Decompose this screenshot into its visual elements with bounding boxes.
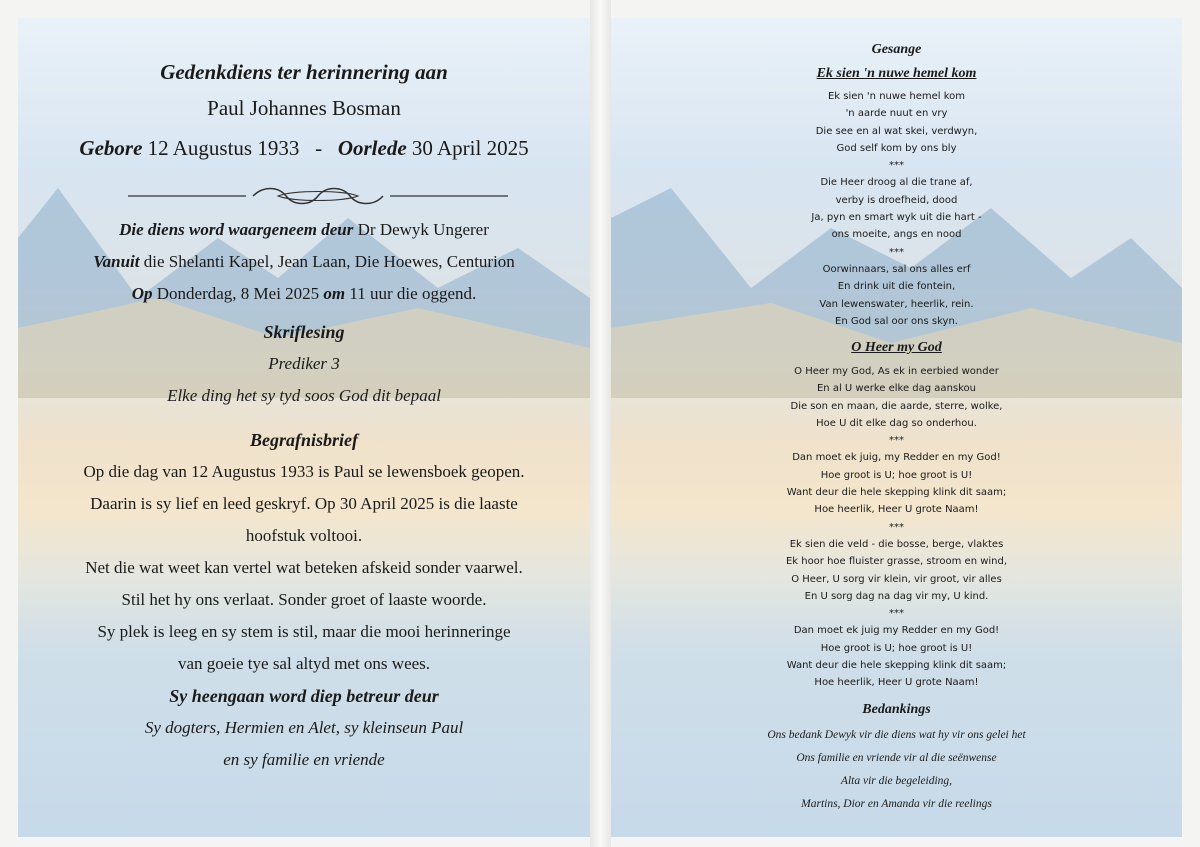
date-label: Op bbox=[131, 284, 153, 303]
lyric-line: Hoe heerlik, Heer U grote Naam! bbox=[814, 504, 979, 516]
lyric-line: Hoe groot is U; hoe groot is U! bbox=[820, 469, 973, 481]
officiant-value: Dr Dewyk Ungerer bbox=[357, 220, 489, 239]
lyric-line: verby is droefheid, dood bbox=[835, 194, 958, 206]
left-page bbox=[18, 18, 590, 837]
letter-body bbox=[18, 456, 590, 680]
letter-line: Stil het hy ons verlaat. Sonder groet of laaste woorde. bbox=[121, 590, 487, 609]
letter-line: Op die dag van 12 Augustus 1933 is Paul se lewensboek geopen. bbox=[83, 462, 525, 481]
lyric-line: Oorwinnaars, sal ons alles erf bbox=[822, 263, 971, 275]
lyric-line: Van lewenswater, heerlik, rein. bbox=[819, 298, 974, 310]
lyric-line: 'n aarde nuut en vry bbox=[845, 108, 948, 120]
service-details bbox=[18, 214, 590, 310]
lyric-line: En God sal oor ons skyn. bbox=[835, 315, 958, 327]
lyric-line: God self kom by ons bly bbox=[836, 142, 957, 154]
lyric-line: Ek sien die veld - die bosse, berge, vlaktes bbox=[789, 538, 1004, 550]
mourned-heading: Sy heengaan word diep betreur deur bbox=[169, 686, 439, 706]
service-officiant bbox=[18, 214, 590, 246]
lyric-line: O Heer, U sorg vir klein, vir groot, vir alles bbox=[791, 573, 1002, 585]
lyric-line: Die son en maan, die aarde, sterre, wolke, bbox=[790, 400, 1003, 412]
letter-line: Sy plek is leeg en sy stem is stil, maar die mooi herinneringe bbox=[97, 622, 511, 641]
letter-line: Daarin is sy lief en leed geskryf. Op 30 April 2025 is die laaste bbox=[90, 494, 518, 513]
lyric-line: Hoe heerlik, Heer U grote Naam! bbox=[814, 677, 979, 689]
lyric-line: Want deur die hele skepping klink dit saam; bbox=[786, 660, 1007, 672]
lyric-line: Ek hoor hoe fluister grasse, stroom en wind, bbox=[785, 556, 1008, 568]
date-value: Donderdag, 8 Mei 2025 bbox=[156, 284, 320, 303]
thanks-line: Ons familie en vriende vir al die seënwense bbox=[796, 752, 997, 764]
divider-ornament bbox=[128, 186, 508, 206]
venue-label: Vanuit bbox=[93, 252, 140, 271]
thanks-line: Martins, Dior en Amanda vir die reelings bbox=[801, 798, 992, 810]
song1-lyrics bbox=[611, 88, 1182, 330]
lyric-line: Dan moet ek juig, my Redder en my God! bbox=[792, 452, 1001, 464]
lyric-line: O Heer my God, As ek in eerbied wonder bbox=[794, 366, 999, 377]
born-date: 12 Augustus 1933 bbox=[147, 136, 300, 160]
mourned-line: en sy familie en vriende bbox=[223, 750, 385, 769]
service-time bbox=[18, 278, 590, 310]
born-label: Gebore bbox=[79, 136, 143, 160]
lyric-line: En al U werke elke dag aanskou bbox=[816, 383, 977, 395]
time-value: 11 uur die oggend. bbox=[349, 284, 477, 303]
died-date: 30 April 2025 bbox=[411, 136, 529, 160]
date-dash: - bbox=[315, 136, 323, 160]
lyric-line: Die see en al wat skei, verdwyn, bbox=[815, 125, 978, 137]
lyric-line: Dan moet ek juig my Redder en my God! bbox=[793, 625, 1000, 637]
deceased-name: Paul Johannes Bosman bbox=[207, 96, 401, 120]
mourned-line: Sy dogters, Hermien en Alet, sy kleinseun Paul bbox=[144, 718, 464, 737]
life-dates bbox=[18, 136, 590, 161]
letter-line: hoofstuk voltooi. bbox=[245, 526, 363, 545]
verse-separator: *** bbox=[889, 246, 904, 258]
reading-reference: Prediker 3 bbox=[268, 354, 340, 373]
lyric-line: Want deur die hele skepping klink dit saam; bbox=[786, 487, 1007, 499]
mourned-body bbox=[18, 712, 590, 776]
letter-line: Net die wat weet kan vertel wat beteken afskeid sonder vaarwel. bbox=[85, 558, 523, 577]
verse-separator: *** bbox=[889, 608, 904, 620]
reading-text: Elke ding het sy tyd soos God dit bepaal bbox=[167, 386, 441, 405]
lyric-line: ons moeite, angs en nood bbox=[831, 229, 962, 241]
thanks-heading: Bedankings bbox=[862, 702, 931, 717]
reading-heading: Skriflesing bbox=[263, 322, 345, 342]
verse-separator: *** bbox=[889, 435, 904, 447]
hymns-heading: Gesange bbox=[871, 42, 922, 57]
service-venue bbox=[18, 246, 590, 278]
officiant-label: Die diens word waargeneem deur bbox=[119, 220, 354, 239]
lyric-line: Ja, pyn en smart wyk uit die hart - bbox=[811, 212, 982, 224]
thanks-line: Alta vir die begeleiding, bbox=[840, 775, 953, 787]
lyric-line: En drink uit die fontein, bbox=[837, 281, 956, 293]
letter-heading: Begrafnisbrief bbox=[250, 430, 358, 450]
lyric-line: En U sorg dag na dag vir my, U kind. bbox=[804, 590, 989, 602]
verse-separator: *** bbox=[889, 160, 904, 172]
lyric-line: Hoe U dit elke dag so onderhou. bbox=[816, 417, 977, 429]
lyric-line: Ek sien 'n nuwe hemel kom bbox=[827, 91, 966, 102]
venue-value: die Shelanti Kapel, Jean Laan, Die Hoewes, Centurion bbox=[143, 252, 515, 271]
song2-title: O Heer my God bbox=[851, 340, 942, 355]
time-label: om bbox=[323, 284, 346, 303]
thanks-body bbox=[611, 724, 1182, 816]
lyric-line: Die Heer droog al die trane af, bbox=[820, 177, 973, 189]
lyric-line: Hoe groot is U; hoe groot is U! bbox=[820, 642, 973, 654]
memorial-title: Gedenkdiens ter herinnering aan bbox=[160, 60, 448, 84]
right-page bbox=[611, 18, 1182, 837]
page-fold bbox=[590, 0, 611, 847]
song1-title: Ek sien 'n nuwe hemel kom bbox=[816, 66, 977, 81]
verse-separator: *** bbox=[889, 521, 904, 533]
letter-line: van goeie tye sal altyd met ons wees. bbox=[177, 654, 431, 673]
thanks-line: Ons bedank Dewyk vir die diens wat hy vir ons gelei het bbox=[767, 729, 1026, 741]
song2-lyrics bbox=[611, 363, 1182, 692]
died-label: Oorlede bbox=[337, 136, 407, 160]
